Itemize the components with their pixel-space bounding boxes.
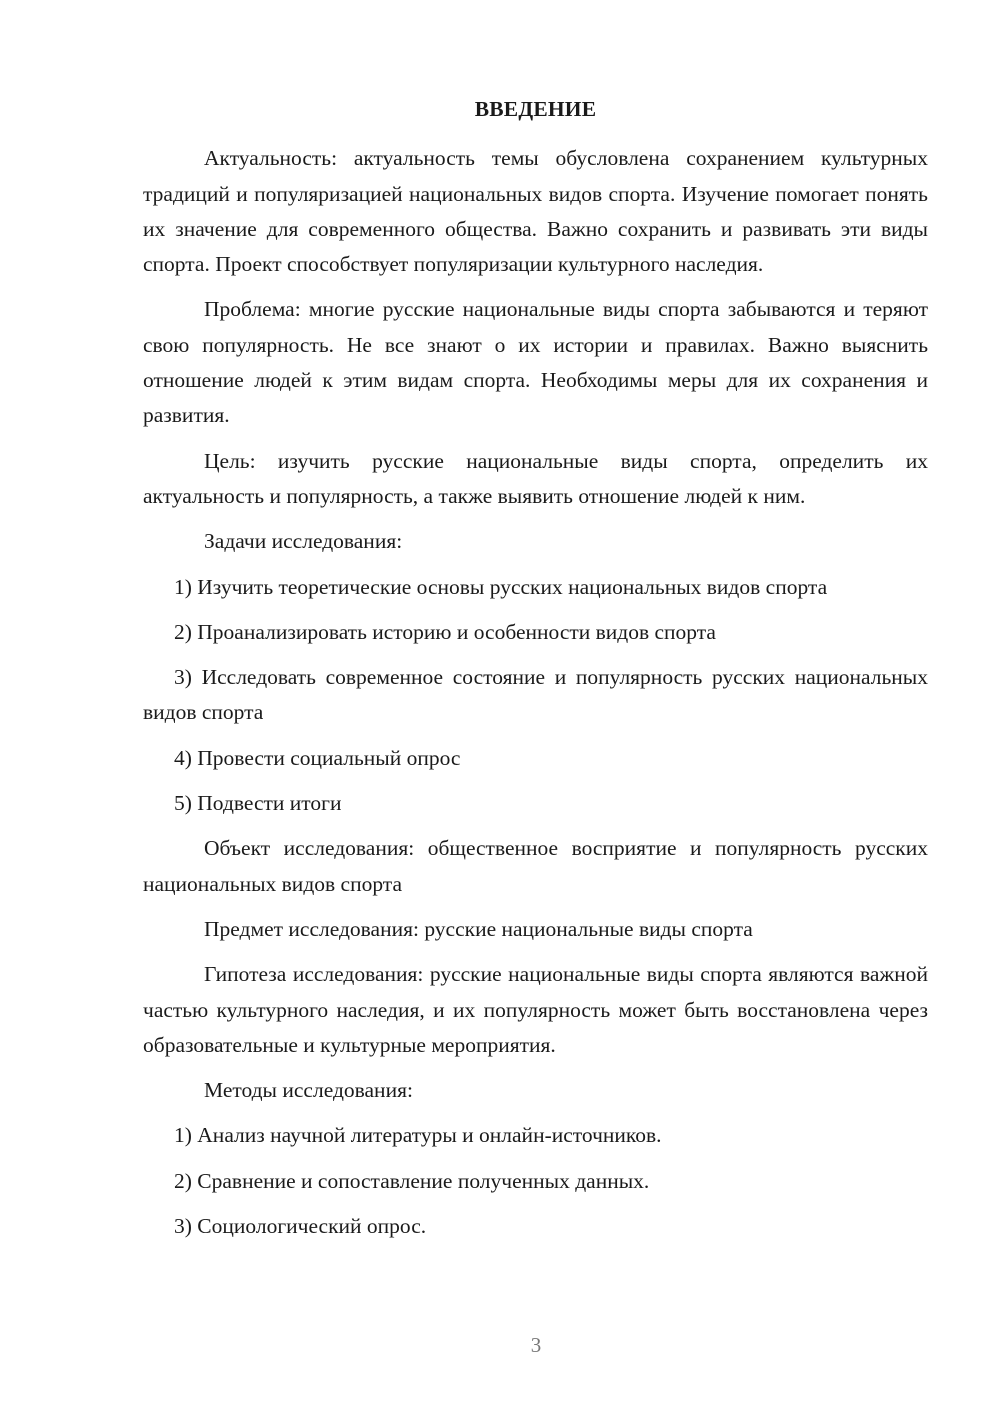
task-item: 5) Подвести итоги [174, 791, 342, 816]
subject-paragraph: Предмет исследования: русские национальные виды спорта [204, 916, 753, 941]
task-item: 1) Изучить теоретические основы русских национальных видов спорта [174, 574, 828, 599]
page-title: ВВЕДЕНИЕ [474, 97, 597, 121]
hypothesis-paragraph: Гипотеза исследования: русские национальные виды спорта являются важной частью культурного наследия, и их популярность может быть восстановлена через образовательные и культурные мероприятия. [143, 962, 928, 1057]
methods-heading: Методы исследования: [204, 1078, 413, 1103]
problem-paragraph: Проблема: многие русские национальные виды спорта забываются и теряют свою популярность. Не все знают о их истории и правилах. Важно выяснить отношение людей к этим видам спорта. Необходимы меры для их сохранения и развития. [143, 297, 928, 428]
method-item: 1) Анализ научной литературы и онлайн-источников. [174, 1123, 662, 1148]
method-item: 2) Сравнение и сопоставление полученных данных. [174, 1168, 650, 1193]
relevance-paragraph: Актуальность: актуальность темы обусловлена сохранением культурных традиций и популяризацией национальных видов спорта. Изучение помогает понять их значение для современного общества. Важно сохранить и развивать эти виды спорта. Проект способствует популяризации культурного наследия. [143, 146, 928, 277]
object-paragraph: Объект исследования: общественное восприятие и популярность русских национальных видов спорта [143, 836, 928, 896]
method-item: 3) Социологический опрос. [174, 1214, 427, 1239]
page-number: 3 [530, 1333, 542, 1357]
task-item: 4) Провести социальный опрос [174, 745, 461, 770]
task-item: 3) Исследовать современное состояние и популярность русских национальных видов спорта [143, 665, 928, 725]
tasks-heading: Задачи исследования: [204, 529, 403, 554]
task-item: 2) Проанализировать историю и особенности видов спорта [174, 619, 716, 644]
goal-paragraph: Цель: изучить русские национальные виды спорта, определить их актуальность и популярность, а также выявить отношение людей к ним. [143, 448, 928, 508]
document-page [143, 92, 928, 1254]
